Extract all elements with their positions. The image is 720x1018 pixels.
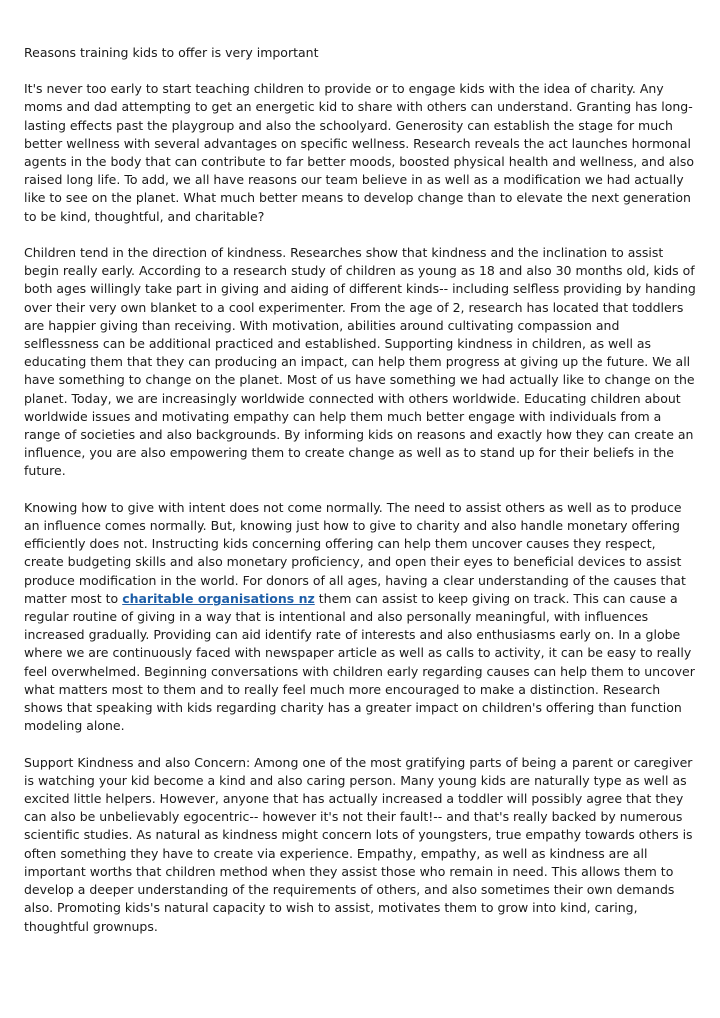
paragraph-3 — [24, 499, 696, 736]
document-page — [24, 44, 696, 954]
document-title: Reasons training kids to offer is very important — [24, 45, 319, 60]
charitable-organisations-link[interactable]: charitable organisations nz — [122, 590, 315, 606]
paragraph-3-text-before: Knowing how to give with intent does not come normally. The need to assist others as well as to produce an influence comes normally. But, knowing just how to give to charity and also handle monetary offering efficiently does not. Instructing kids concerning offering can help them uncover causes they respect, create budgeting skills and also monetary proficiency, and open their eyes to beneficial devices to assist produce modification in the world. For donors of all ages, having a clear understanding of the causes that matter most to — [24, 499, 686, 606]
paragraph-2: Children tend in the direction of kindness. Researches show that kindness and the inclination to assist begin really early. According to a research study of children as young as 18 and also 30 months old, kids of both ages willingly take part in giving and aiding of different kinds-- including selfless providing by handing over their very own blanket to a cool experimenter. From the age of 2, research has located that toddlers are happier giving than receiving. With motivation, abilities around cultivating compassion and selflessness can be additional practiced and established. Supporting kindness in children, as well as educating them that they can producing an impact, can help them progress at giving up the future. We all have something to change on the planet. Most of us have something we had actually like to change on the planet. Today, we are increasingly worldwide connected with others worldwide. Educating children about worldwide issues and motivating empathy can help them much better engage with individuals from a range of societies and also backgrounds. By informing kids on reasons and exactly how they can create an influence, you are also empowering them to create change as well as to stand up for their beliefs in the future. — [24, 245, 696, 479]
paragraph-4: Support Kindness and also Concern: Among one of the most gratifying parts of being a parent or caregiver is watching your kid become a kind and also caring person. Many young kids are naturally type as well as excited little helpers. However, anyone that has actually increased a toddler will possibly agree that they can also be unbelievably egocentric-- however it's not their fault!-- and that's really backed by numerous scientific studies. As natural as kindness might concern lots of youngsters, true empathy towards others is often something they have to create via experience. Empathy, empathy, as well as kindness are all important worths that children method when they assist those who remain in need. This allows them to develop a deeper understanding of the requirements of others, and also sometimes their own demands also. Promoting kids's natural capacity to wish to assist, motivates them to grow into kind, caring, thoughtful grownups. — [24, 754, 693, 934]
paragraph-3-text-after: them can assist to keep giving on track. This can cause a regular routine of giving in a way that is intentional and also personally meaningful, with influences increased gradually. Providing can aid identify rate of interests and also enthusiasms early on. In a globe where we are continuously faced with newspaper article as well as calls to activity, it can be easy to really feel overwhelmed. Beginning conversations with children early regarding causes can help them to uncover what matters most to them and to really feel much more encouraged to make a distinction. Research shows that speaking with kids regarding charity has a greater impact on children's offering than function modeling alone. — [24, 590, 695, 734]
paragraph-1: It's never too early to start teaching children to provide or to engage kids with the idea of charity. Any moms and dad attempting to get an energetic kid to share with others can understand. Granting has long-lasting effects past the playgroup and also the schoolyard. Generosity can establish the stage for much better wellness with several advantages on specific wellness. Research reveals the act launches hormonal agents in the body that can contribute to far better moods, boosted physical health and wellness, and also raised long life. To add, we all have reasons our team believe in as well as a modification we had actually like to see on the planet. What much better means to develop change than to elevate the next generation to be kind, thoughtful, and charitable? — [24, 81, 695, 224]
